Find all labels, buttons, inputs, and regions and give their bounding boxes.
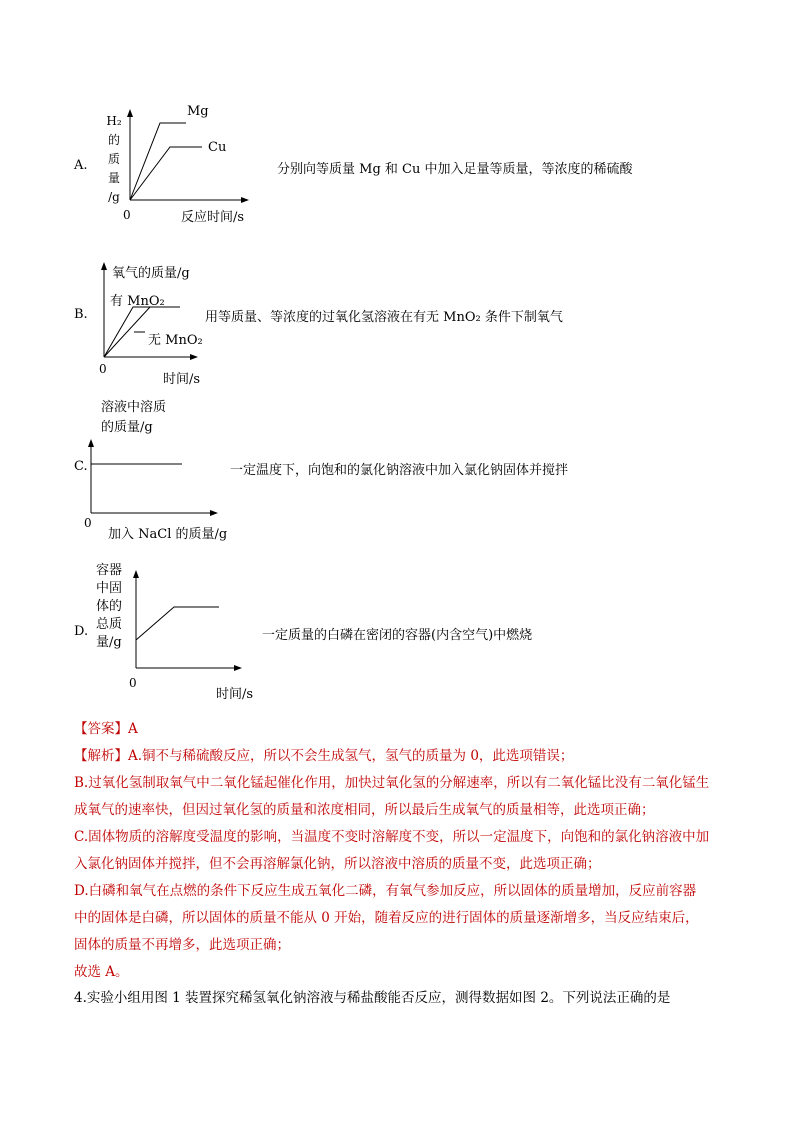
option-a-xlabel: 反应时间/s <box>181 210 245 225</box>
analysis-line: 故选 A。 <box>74 964 129 980</box>
origin-label: 0 <box>99 362 107 376</box>
series-label-mg: Mg <box>187 104 209 119</box>
option-d-xlabel: 时间/s <box>216 687 254 702</box>
analysis-tag: 【解析】 <box>74 748 128 764</box>
option-b-letter: B. <box>74 307 88 322</box>
series-label-cu: Cu <box>208 140 227 155</box>
ylabel-char: 量 <box>107 171 120 185</box>
analysis-text: A.铜不与稀硫酸反应，所以不会生成氢气，氢气的质量为 0，此选项错误； <box>128 748 574 764</box>
ylabel-line: 体的 <box>96 599 123 614</box>
analysis-line: 中的固体是白磷，所以固体的质量不能从 0 开始，随着反应的进行固体的质量逐渐增多，当反应结束后， <box>74 910 699 926</box>
ylabel-char: H₂ <box>106 114 122 128</box>
option-c-xlabel: 加入 NaCl 的质量/g <box>108 527 228 542</box>
analysis-line: 入氯化钠固体并搅拌，但不会再溶解氯化钠，所以溶液中溶质的质量不变，此选项正确； <box>74 856 601 872</box>
option-a-description: 分别向等质量 Mg 和 Cu 中加入足量等质量，等浓度的稀硫酸 <box>277 162 633 177</box>
option-b-xlabel: 时间/s <box>163 372 201 387</box>
series-solid-mass-line <box>136 607 219 640</box>
analysis-line: 成氧气的速率快，但因过氧化氢的质量和浓度相同，所以最后生成氧气的质量相等，此选项正确； <box>74 802 655 818</box>
analysis-line: 固体的质量不再增多，此选项正确； <box>74 937 290 953</box>
ylabel-line: 中固 <box>96 581 123 596</box>
origin-label: 0 <box>123 208 131 222</box>
ylabel-char: 的 <box>107 133 120 147</box>
option-d-description: 一定质量的白磷在密闭的容器(内含空气)中燃烧 <box>262 628 533 643</box>
answer-analysis <box>74 716 734 986</box>
analysis-line: C.固体物质的溶解度受温度的影响，当温度不变时溶解度不变，所以一定温度下，向饱和的氯化钠溶液中加 <box>74 829 710 845</box>
analysis-line <box>74 743 734 770</box>
answer-line <box>74 716 734 743</box>
origin-label: 0 <box>84 516 92 530</box>
series-label-with-mno2: 有 MnO₂ <box>110 294 165 309</box>
option-c-letter: C. <box>74 459 88 474</box>
ylabel-line: 容器 <box>96 563 123 578</box>
ylabel-line: 量/g <box>96 635 122 650</box>
ylabel-line: 的质量/g <box>101 420 153 435</box>
ylabel-line: 溶液中溶质 <box>101 400 167 415</box>
analysis-line: D.白磷和氧气在点燃的条件下反应生成五氧化二磷，有氧气参加反应，所以固体的质量增加，反应前容器 <box>74 883 697 899</box>
option-c-description: 一定温度下，向饱和的氯化钠溶液中加入氯化钠固体并搅拌 <box>230 463 569 478</box>
option-b-ylabel: 氧气的质量/g <box>112 266 190 281</box>
answer-value: A <box>128 721 138 737</box>
answer-tag: 【答案】 <box>74 721 128 737</box>
origin-label: 0 <box>129 676 137 690</box>
ylabel-line: 总质 <box>96 617 123 632</box>
option-d-letter: D. <box>74 624 89 639</box>
ylabel-char: /g <box>108 190 120 204</box>
next-question: 4.实验小组用图 1 装置探究稀氢氧化钠溶液与稀盐酸能否反应，测得数据如图 2。下列说法正确的是 <box>74 990 671 1006</box>
ylabel-char: 质 <box>107 152 120 166</box>
analysis-line: B.过氧化氢制取氧气中二氧化锰起催化作用，加快过氧化氢的分解速率，所以有二氧化锰比没有二氧化锰生 <box>74 775 710 791</box>
x-axis-arrow <box>234 665 242 671</box>
y-axis-arrow <box>133 570 139 578</box>
option-b-description: 用等质量、等浓度的过氧化氢溶液在有无 MnO₂ 条件下制氧气 <box>205 310 563 325</box>
option-a-letter: A. <box>74 158 88 173</box>
series-label-without-mno2: 无 MnO₂ <box>148 333 203 348</box>
